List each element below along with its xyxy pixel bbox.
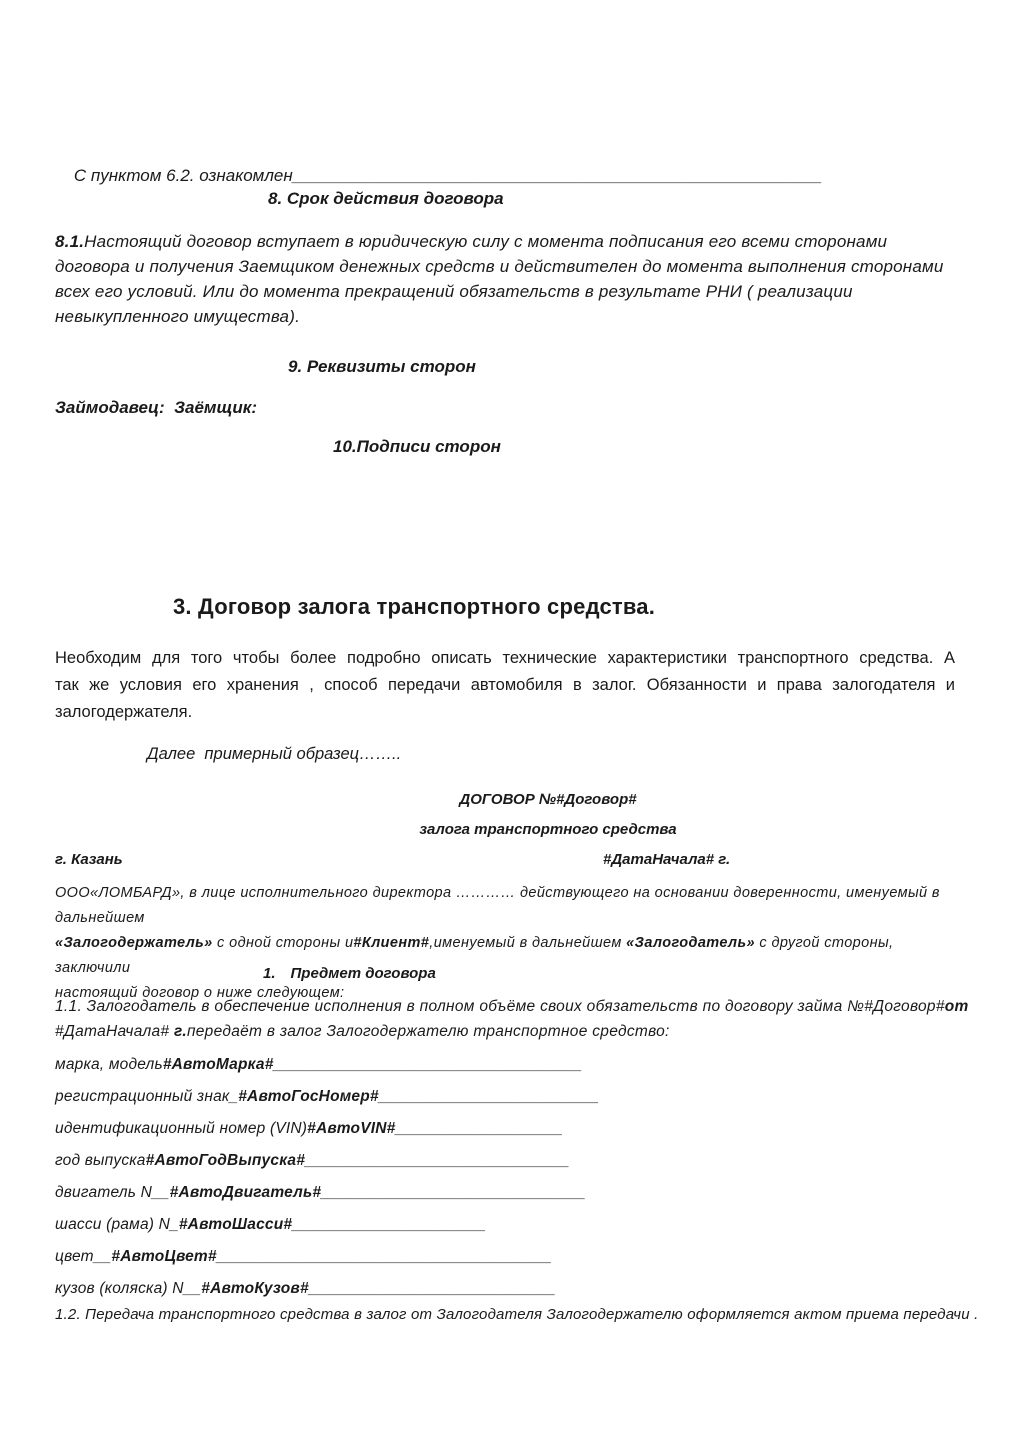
- contract-subtitle: залога транспортного средства: [419, 821, 677, 838]
- clause-8-1-line: невыкупленного имущества).: [55, 307, 301, 326]
- signature-blank: ________________________________________________________: [292, 166, 823, 185]
- chapter3-intro-line: так же условия его хранения , способ передачи автомобиля в залог. Обязанности и права залогодателя и: [55, 676, 955, 694]
- vehicle-fields: [55, 1049, 599, 1305]
- chapter3-intro: [55, 645, 955, 726]
- clause-1-1: [55, 995, 980, 1044]
- contract-preamble-line: ООО«ЛОМБАРД», в лице исполнительного директора ………… действующего на основании доверенности, именуемый в дальнейшем: [55, 885, 940, 926]
- chapter3-intro-line: Необходим для того чтобы более подробно описать технические характеристики транспортного средства. А: [55, 649, 955, 667]
- parties-line: Займодавец: Заёмщик:: [55, 398, 258, 417]
- vehicle-field-body: кузов (коляска) N__#АвтоКузов#____________________________: [55, 1280, 556, 1297]
- clause-8-1: [55, 229, 985, 329]
- section9-heading: 9. Реквизиты сторон: [288, 357, 476, 376]
- vehicle-field-engine: двигатель N__#АвтоДвигатель#______________________________: [55, 1184, 586, 1201]
- contract-preamble-line: настоящий договор о ниже следующем:: [55, 985, 345, 1001]
- contract-title: ДОГОВОР №#Договор#: [459, 791, 637, 808]
- section10-heading: 10.Подписи сторон: [333, 437, 501, 456]
- chapter3-intro-line: залогодержателя.: [55, 703, 193, 721]
- section1-number: 1.: [263, 965, 276, 982]
- vehicle-field-chassis: шасси (рама) N_#АвтоШасси#______________________: [55, 1216, 487, 1233]
- section1-title: Предмет договора: [290, 965, 436, 982]
- clause-8-1-line: 8.1.Настоящий договор вступает в юридическую силу с момента подписания его всеми сторонами: [55, 232, 888, 251]
- clause-1-1-line: #ДатаНачала# г.передаёт в залог Залогодержателю транспортное средство:: [55, 1022, 670, 1040]
- vehicle-field-registration-number: регистрационный знак_#АвтоГосНомер#_________________________: [55, 1088, 600, 1105]
- chapter3-heading: 3. Договор залога транспортного средства.: [173, 594, 656, 619]
- contract-preamble-line: «Залогодержатель» с одной стороны и#Клиент#,именуемый в дальнейшем «Залогодатель» с другой стороны, заключили: [55, 935, 894, 976]
- vehicle-field-vin: идентификационный номер (VIN)#АвтоVIN#___________________: [55, 1120, 564, 1137]
- acknowledgement-label: С пунктом 6.2. ознакомлен: [73, 166, 293, 185]
- vehicle-field-year: год выпуска#АвтоГодВыпуска#______________________________: [55, 1152, 570, 1169]
- section1-heading: [263, 965, 436, 982]
- section8-heading: 8. Срок действия договора: [268, 189, 504, 208]
- sample-note: Далее примерный образец……..: [147, 745, 402, 763]
- clause-1-2: 1.2. Передача транспортного средства в залог от Залогодателя Залогодержателю оформляется актом приема передачи .: [55, 1306, 979, 1323]
- contract-city: г. Казань: [55, 851, 123, 868]
- contract-preamble: [55, 881, 970, 1006]
- clause-1-1-line: 1.1. Залогодатель в обеспечение исполнения в полном объёме своих обязательств по договору займа №#Договор#от: [55, 998, 969, 1015]
- clause-8-1-line: договора и получения Заемщиком денежных средств и действителен до момента выполнения сторонами: [55, 257, 944, 276]
- contract-date: #ДатаНачала# г.: [603, 851, 731, 868]
- vehicle-field-brand-model: марка, модель#АвтоМарка#___________________________________: [55, 1056, 583, 1073]
- clause-8-1-line: всех его условий. Или до момента прекращений обязательств в результате РНИ ( реализации: [55, 282, 853, 301]
- vehicle-field-color: цвет__#АвтоЦвет#______________________________________: [55, 1248, 552, 1265]
